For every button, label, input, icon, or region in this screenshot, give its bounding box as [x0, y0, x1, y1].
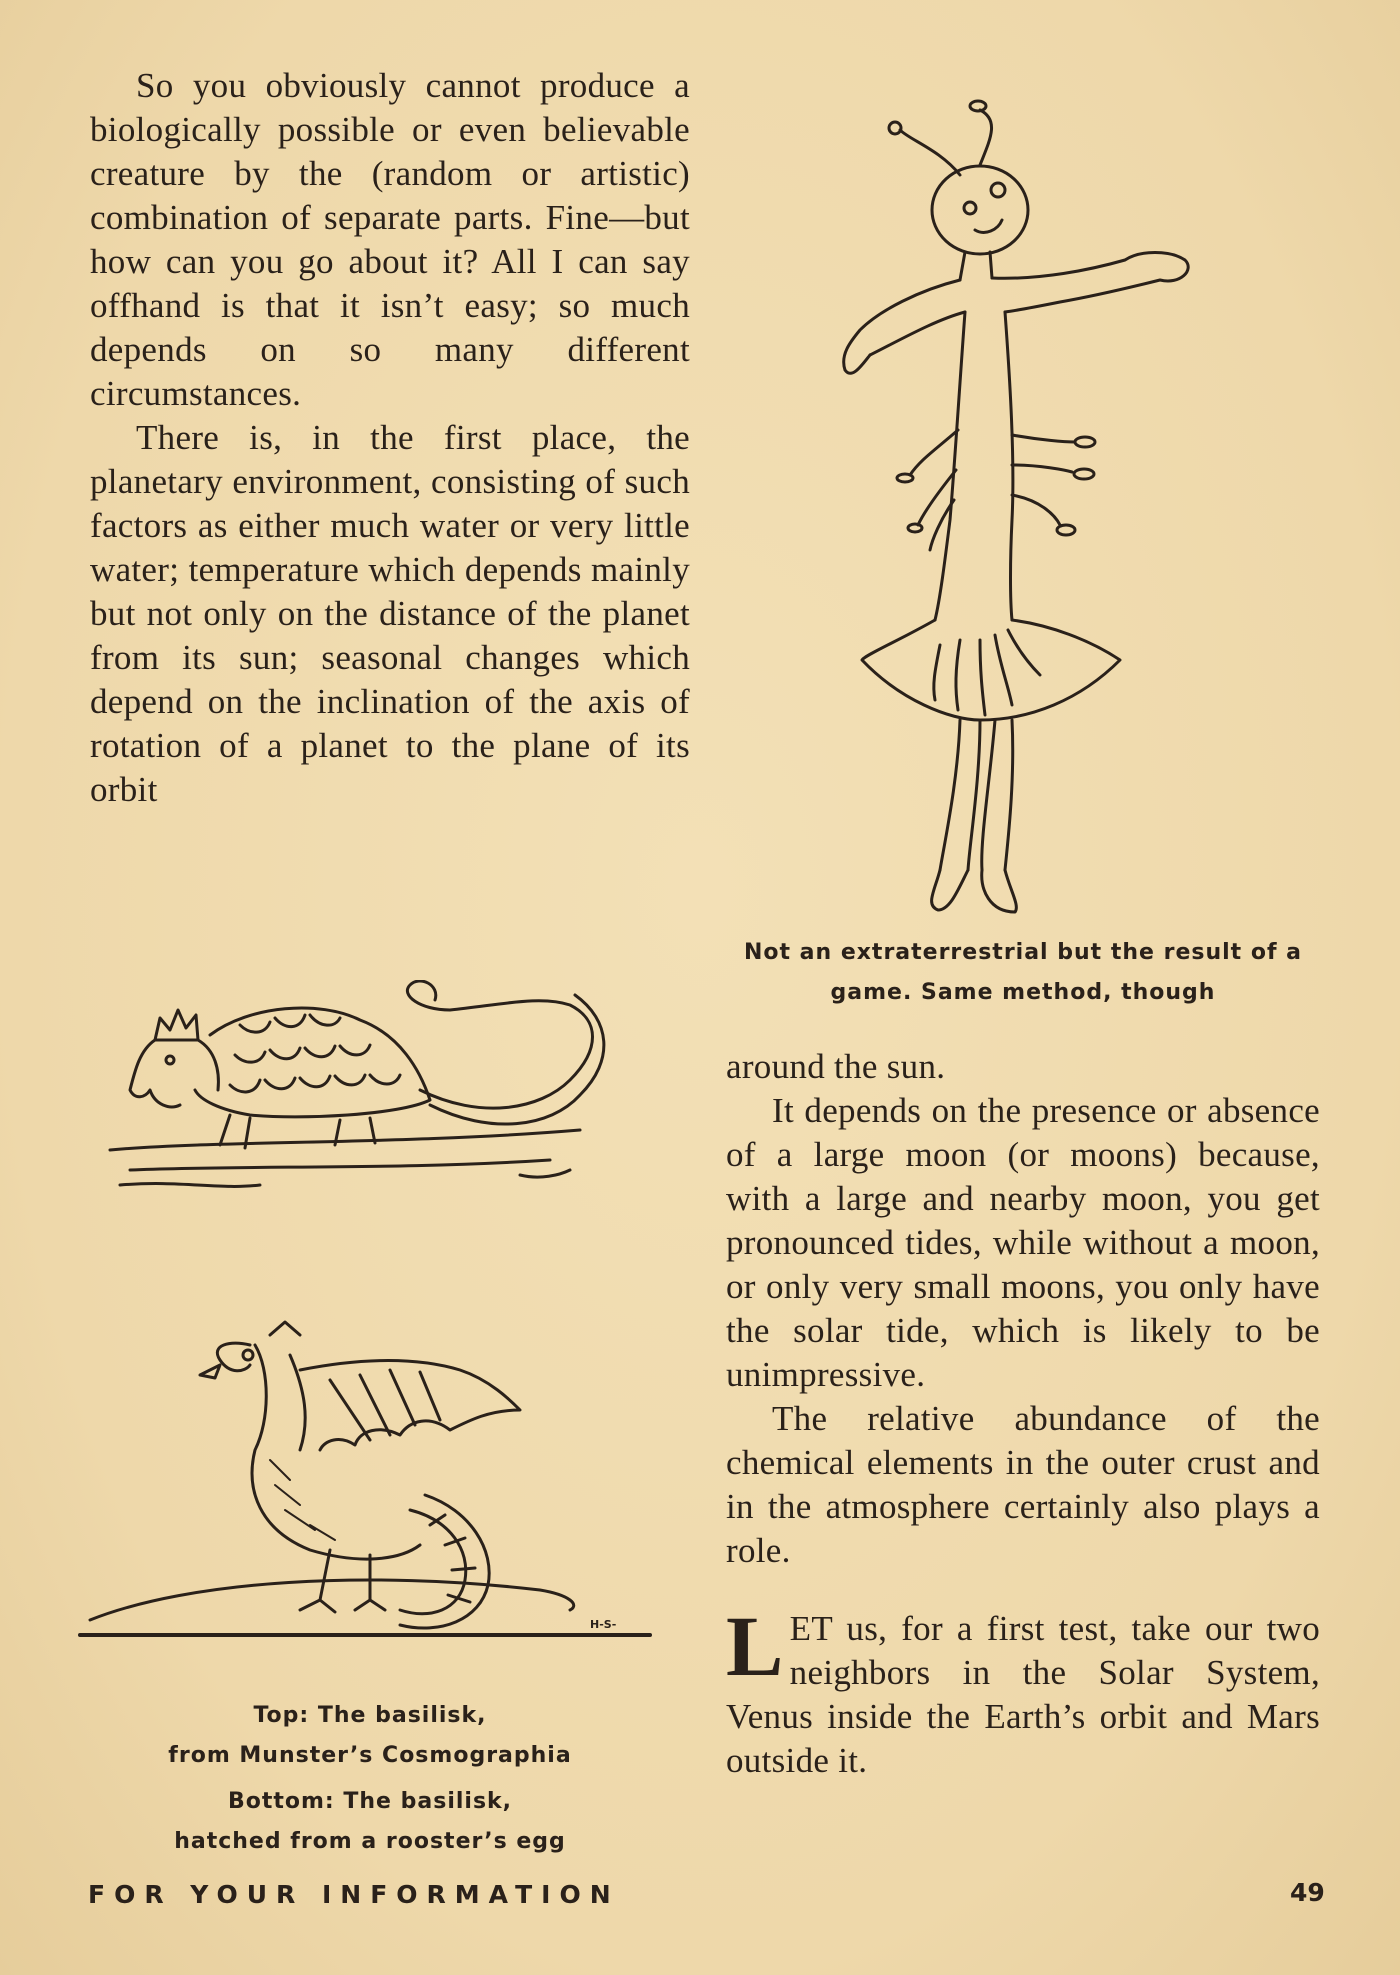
figure-caption	[720, 933, 1326, 1013]
basilisk-munster-illustration	[100, 980, 690, 1220]
caption-line: Not an extraterrestrial but the result of a	[743, 940, 1303, 965]
caption-line: Bottom: The basilisk,	[227, 1789, 513, 1814]
caption-line: from Munster’s Cosmographia	[168, 1743, 572, 1768]
paragraph: around the sun.	[726, 1047, 946, 1086]
paragraph: There is, in the first place, the planetary environment, consisting of such factors as either much water or very little water; temperature which depends mainly but not only on the distance of the planet from its sun; seasonal changes which depend on the inclination of the axis of rotation of a planet to the plane of its orbit	[90, 418, 690, 809]
caption-line: Top: The basilisk,	[253, 1703, 487, 1728]
paragraph: It depends on the presence or absence of a large moon (or moons) because, with a large and nearby moon, you get pronounced tides, while without a moon, or only very small moons, you only have the solar tide, which is likely to be unimpressive.	[726, 1091, 1320, 1394]
running-footer-title: FOR YOUR INFORMATION	[88, 1880, 620, 1909]
drop-cap: L	[726, 1598, 784, 1694]
page-number: 49	[1290, 1878, 1325, 1907]
left-column-text	[90, 64, 690, 812]
caption-line: hatched from a rooster’s egg	[174, 1829, 566, 1854]
caption-line: game. Same method, though	[830, 980, 1216, 1005]
paragraph: The relative abundance of the chemical elements in the outer crust and in the atmosphere certainly also plays a role.	[726, 1399, 1320, 1570]
paragraph-text: ET us, for a first test, take our two neighbors in the Solar System, Venus inside the Earth’s orbit and Mars outside it.	[726, 1609, 1320, 1780]
illustrator-signature: H-S-	[590, 1618, 617, 1631]
alien-figure-drawing	[840, 80, 1240, 920]
paragraph: So you obviously cannot produce a biologically possible or even believable creature by the (random or artistic) combination of separate parts. Fine—but how can you go about it? All I can say offhand is that it isn’t easy; so much depends on so many different circumstances.	[90, 66, 690, 413]
basilisk-rooster-egg-illustration	[70, 1310, 660, 1650]
drop-cap-paragraph	[726, 1598, 1320, 1783]
right-column-text	[726, 1045, 1320, 1783]
basilisk-caption	[150, 1696, 590, 1862]
